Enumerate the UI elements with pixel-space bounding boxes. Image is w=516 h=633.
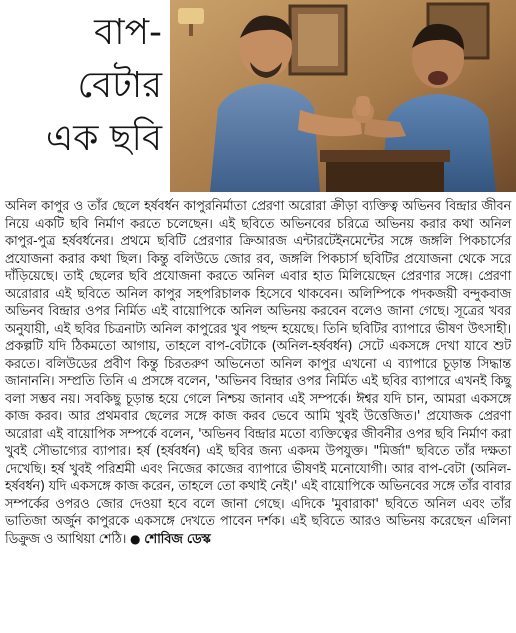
headline-line-2: বেটার (77, 65, 162, 106)
headline (22, 6, 162, 165)
article-body (5, 198, 511, 548)
byline: শোবিজ ডেস্ক (144, 531, 211, 547)
headline-line-1: বাপ- (94, 12, 162, 53)
byline-bullet-icon: ● (130, 531, 141, 546)
photo-two-men-arm-wrestling-icon (170, 0, 516, 192)
article-body-text: অনিল কাপুর ও তাঁর ছেলে হর্ষবর্ধন কাপুরনির্মাতা প্রেরণা অরোরা ক্রীড়া ব্যক্তিত্ব অভিনব বিন্দ্রার জীবন নিয়ে একটি ছবি নির্মাণ করতে চলেছেন। এই ছবিতে অভিনবের চরিত্রে অভিনয় করার কথা অনিল কাপুর-পুত্র হর্ষবর্ধনের। প্রথমে ছবিটি প্রেরণার ক্রিআরজ এন্টারটেইনমেন্টের সঙ্গে জঙ্গলি পিকচার্সের প্রযোজনা করার কথা ছিল। কিন্তু বলিউডে জোর রব, জঙ্গলি পিকচার্স ছবিটির প্রযোজনা থেকে সরে দাঁড়িয়েছে। তাই ছেলের ছবি প্রযোজনা করতে অনিল এবার হাত মিলিয়েছেন প্রেরণার সঙ্গে। প্রেরণা অরোরার এই ছবিতে অনিল কাপুর সহপরিচালক হিসেবে থাকবেন। অলিম্পিকে পদকজয়ী বন্দুকবাজ অভিনব বিন্দ্রার ওপর নির্মিত এই বায়োপিকে অনিল অভিনয় করবেন বলেও জানা গেছে। সূত্রের খবর অনুযায়ী, এই ছবির চিত্রনাট্য অনিল কাপুরের খুব পছন্দ হয়েছে। তিনি ছবিটির ব্যাপারে ভীষণ উৎসাহী। প্রকল্পটি যদি ঠিকমতো আগায়, তাহলে বাপ-বেটাকে (অনিল-হর্ষবর্ধন) সেটে একসঙ্গে দেখা যাবে শুট করতে। বলিউডের প্রবীণ কিন্তু চিরতরুণ অভিনেতা অনিল কাপুর এখনো এ ব্যাপারে চূড়ান্ত সিদ্ধান্ত জানাননি। সম্প্রতি তিনি এ প্রসঙ্গে বলেন, 'অভিনব বিন্দ্রার ওপর নির্মিত এই ছবির ব্যাপারে এখনই কিছু বলা সম্ভব নয়। সবকিছু চূড়ান্ত হয়ে গেলে নিশ্চয় জানাব এই সম্পর্কে। ঈশ্বর যদি চান, আমরা একসঙ্গে কাজ করব। আর প্রথমবার ছেলের সঙ্গে কাজ করব ভেবে আমি খুবই উত্তেজিত।' প্রযোজক প্রেরণা অরোরা এই বায়োপিক সম্পর্কে বলেন, 'অভিনব বিন্দ্রার মতো ব্যক্তিত্বের জীবনীর ওপর ছবি নির্মাণ করা খুবই সৌভাগ্যের ব্যাপার। হর্ষ (হর্ষবর্ধন) এই ছবির জন্য একদম উপযুক্ত। "মির্জা" ছবিতে তাঁর দক্ষতা দেখেছি। হর্ষ খুবই পরিশ্রমী এবং নিজের কাজের ব্যাপারে ভীষণই মনোযোগী। আর বাপ-বেটা (অনিল-হর্ষবর্ধন) যদি একসঙ্গে কাজ করেন, তাহলে তো কথাই নেই।' এই বায়োপিকে অভিনবের সঙ্গে তাঁর বাবার সম্পর্কের ওপরও জোর দেওয়া হবে বলে জানা গেছে। এদিকে 'মুবারাকা' ছবিতে অনিল এবং তাঁর ভাতিজা অর্জুন কাপুরকে একসঙ্গে দেখতে পাবেন দর্শক। এই ছবিতে আরও অভিনয় করেছেন এলিনা ডিক্রুজ ও আথিয়া শেঠি। (5, 199, 511, 547)
headline-line-3: এক ছবি (45, 118, 162, 159)
article-photo (170, 0, 516, 192)
